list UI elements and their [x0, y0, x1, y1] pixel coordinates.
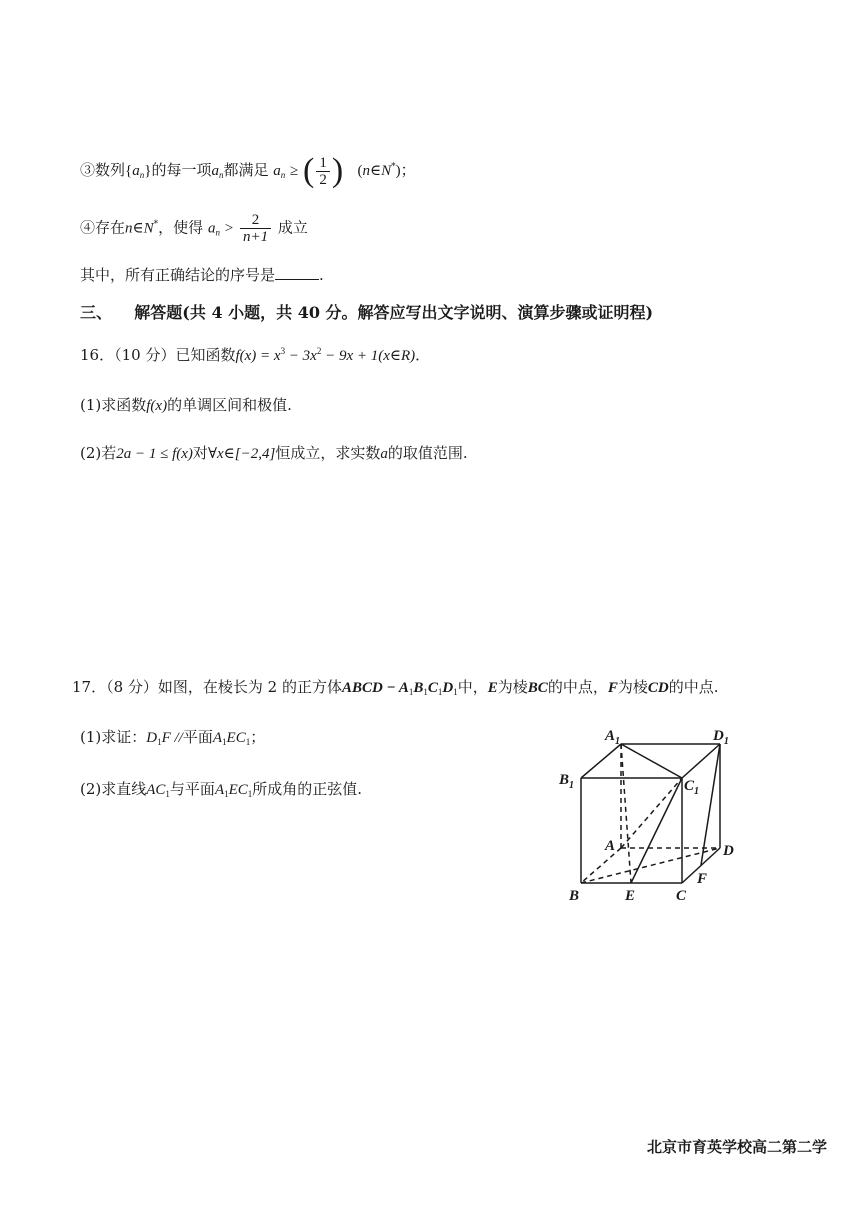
label-c: C [676, 888, 687, 904]
line-d1-f [701, 744, 720, 865]
section-3-heading: 三、 解答题(共 4 小题，共 40 分。解答应写出文字说明、演算步骤或证明程) [80, 303, 654, 322]
conclusion-line: 其中，所有正确结论的序号是 . [80, 266, 324, 284]
question-17-part-2: (2)求直线$AC_1$与平面$A_1EC_1$所成角的正弦值. [80, 780, 363, 799]
item-4: ④存在n∈N*，使得 $a_n$ > $\frac{2}{n+1}$ 成立 [80, 212, 308, 245]
item-3-marker: ③ [80, 161, 96, 179]
label-f: F [697, 871, 708, 887]
label-d: D [723, 843, 734, 859]
label-a1: $A_1$ [605, 728, 621, 747]
label-d1: $D_1$ [713, 728, 729, 747]
label-c1: $C_1$ [684, 778, 700, 797]
question-16: 16．（10 分）已知函数$f(x) = x^3 - 3x^2 - 9x$ + 1(x∈R)． [80, 346, 431, 364]
label-a: A [605, 838, 616, 854]
label-b1: $B_1$ [559, 772, 575, 791]
line-c1-e [631, 778, 682, 883]
edge-c1-d1 [682, 744, 720, 778]
question-16-part-2: (2)若2a − 1 ≤ f(x)对∀x∈[−2,4]恒成立，求实数a的取值范围. [80, 444, 468, 462]
edge-b1-a1 [581, 744, 621, 778]
cube-figure [545, 718, 805, 918]
page-footer: 北京市育英学校高二第二学 [646, 1138, 827, 1156]
question-17: 17．（8 分）如图，在棱长为 2 的正方体ABCD − $A_1B_1C_1D_1$中，E为棱BC的中点，F为棱CD的中点. [72, 678, 719, 697]
line-a-c1-hidden [621, 778, 682, 848]
fraction-one-half: $\frac{1}{2}$ [316, 155, 330, 188]
fraction-two-over-n-plus-1: $\frac{2}{n+1}$ [240, 212, 271, 245]
answer-blank [275, 265, 319, 280]
line-a1-e-hidden [621, 744, 631, 883]
question-16-part-1: (1)求函数f(x)的单调区间和极值. [80, 396, 292, 414]
label-e: E [625, 888, 636, 904]
item-3: ③数列$\{a_n\}$的每一项$a_n$都满足 $a_n$ ≥ ( $\frac{1}{2}$ ) (n∈N*)； [80, 152, 416, 189]
item-4-marker: ④ [80, 218, 96, 237]
line-a1-c1 [621, 744, 682, 778]
label-b: B [569, 888, 580, 904]
question-17-part-1: (1)求证：$D_1F$ //平面$A_1EC_1$； [80, 728, 266, 747]
